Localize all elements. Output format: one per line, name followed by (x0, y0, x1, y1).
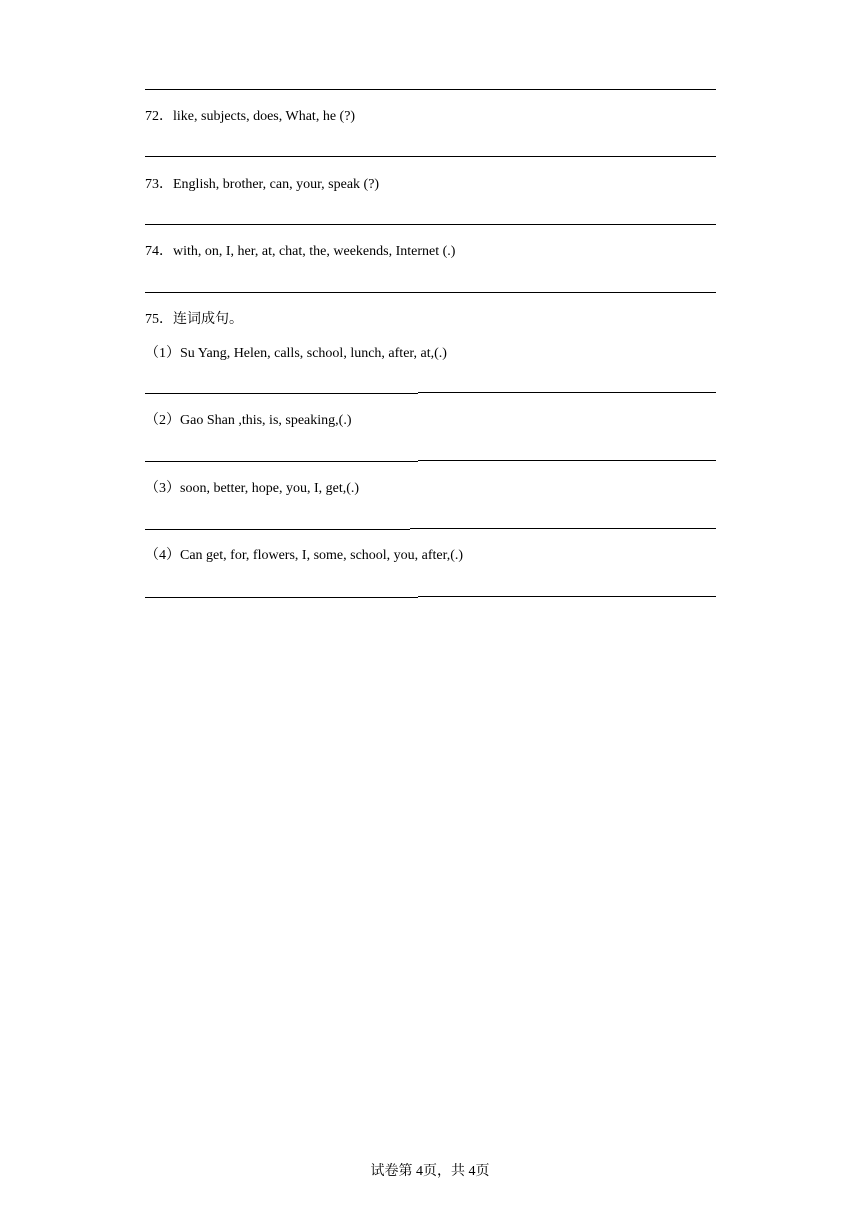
question-number: 74． (145, 244, 173, 259)
page-footer: 试卷第 4页，共 4页 (370, 1164, 490, 1179)
subquestion-number: （4） (145, 548, 180, 563)
answer-line-right[interactable] (418, 596, 716, 597)
subquestion-3 (145, 480, 359, 498)
question-text: 连词成句。 (173, 312, 243, 327)
question-text: English, brother, can, your, speak (?) (173, 177, 380, 192)
answer-line-right[interactable] (418, 392, 716, 393)
answer-line-right[interactable] (410, 528, 716, 529)
question-number: 72． (145, 109, 173, 124)
answer-line-left[interactable] (145, 597, 418, 598)
answer-line[interactable] (145, 224, 716, 225)
answer-line[interactable] (145, 89, 716, 90)
subquestion-2 (145, 412, 351, 430)
question-text: like, subjects, does, What, he (?) (173, 109, 356, 124)
subquestion-number: （1） (145, 346, 180, 361)
subquestion-text: Su Yang, Helen, calls, school, lunch, after, at,(.) (180, 346, 447, 361)
answer-line[interactable] (145, 292, 716, 293)
subquestion-text: Gao Shan ,this, is, speaking,(.) (180, 413, 352, 428)
question-73 (145, 176, 379, 194)
question-74 (145, 243, 455, 261)
question-75 (145, 311, 243, 329)
question-number: 75． (145, 312, 173, 327)
answer-line-left[interactable] (145, 393, 418, 394)
question-number: 73． (145, 177, 173, 192)
answer-line-left[interactable] (145, 461, 418, 462)
answer-line[interactable] (145, 156, 716, 157)
subquestion-text: soon, better, hope, you, I, get,(.) (180, 481, 360, 496)
subquestion-number: （2） (145, 413, 180, 428)
subquestion-text: Can get, for, flowers, I, some, school, you, after,(.) (180, 548, 464, 563)
question-text: with, on, I, her, at, chat, the, weekends, Internet (.) (173, 244, 456, 259)
subquestion-1 (145, 345, 447, 363)
answer-line-right[interactable] (418, 460, 716, 461)
subquestion-4 (145, 547, 463, 565)
subquestion-number: （3） (145, 481, 180, 496)
question-72 (145, 108, 355, 126)
answer-line-left[interactable] (145, 529, 410, 530)
